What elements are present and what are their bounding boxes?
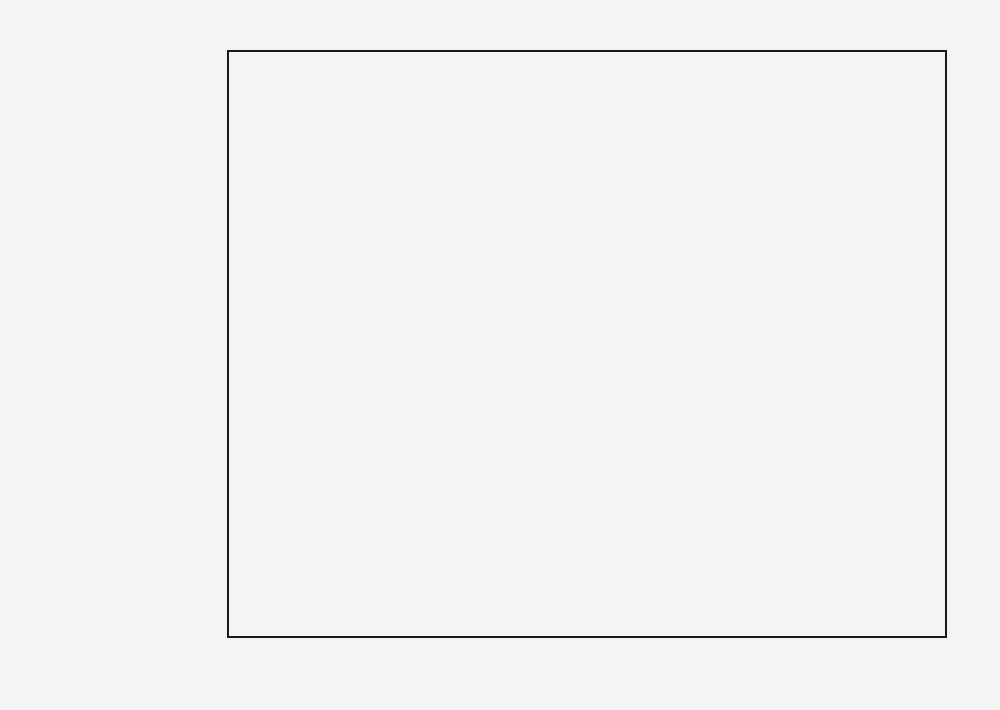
apartment-table — [227, 50, 947, 638]
